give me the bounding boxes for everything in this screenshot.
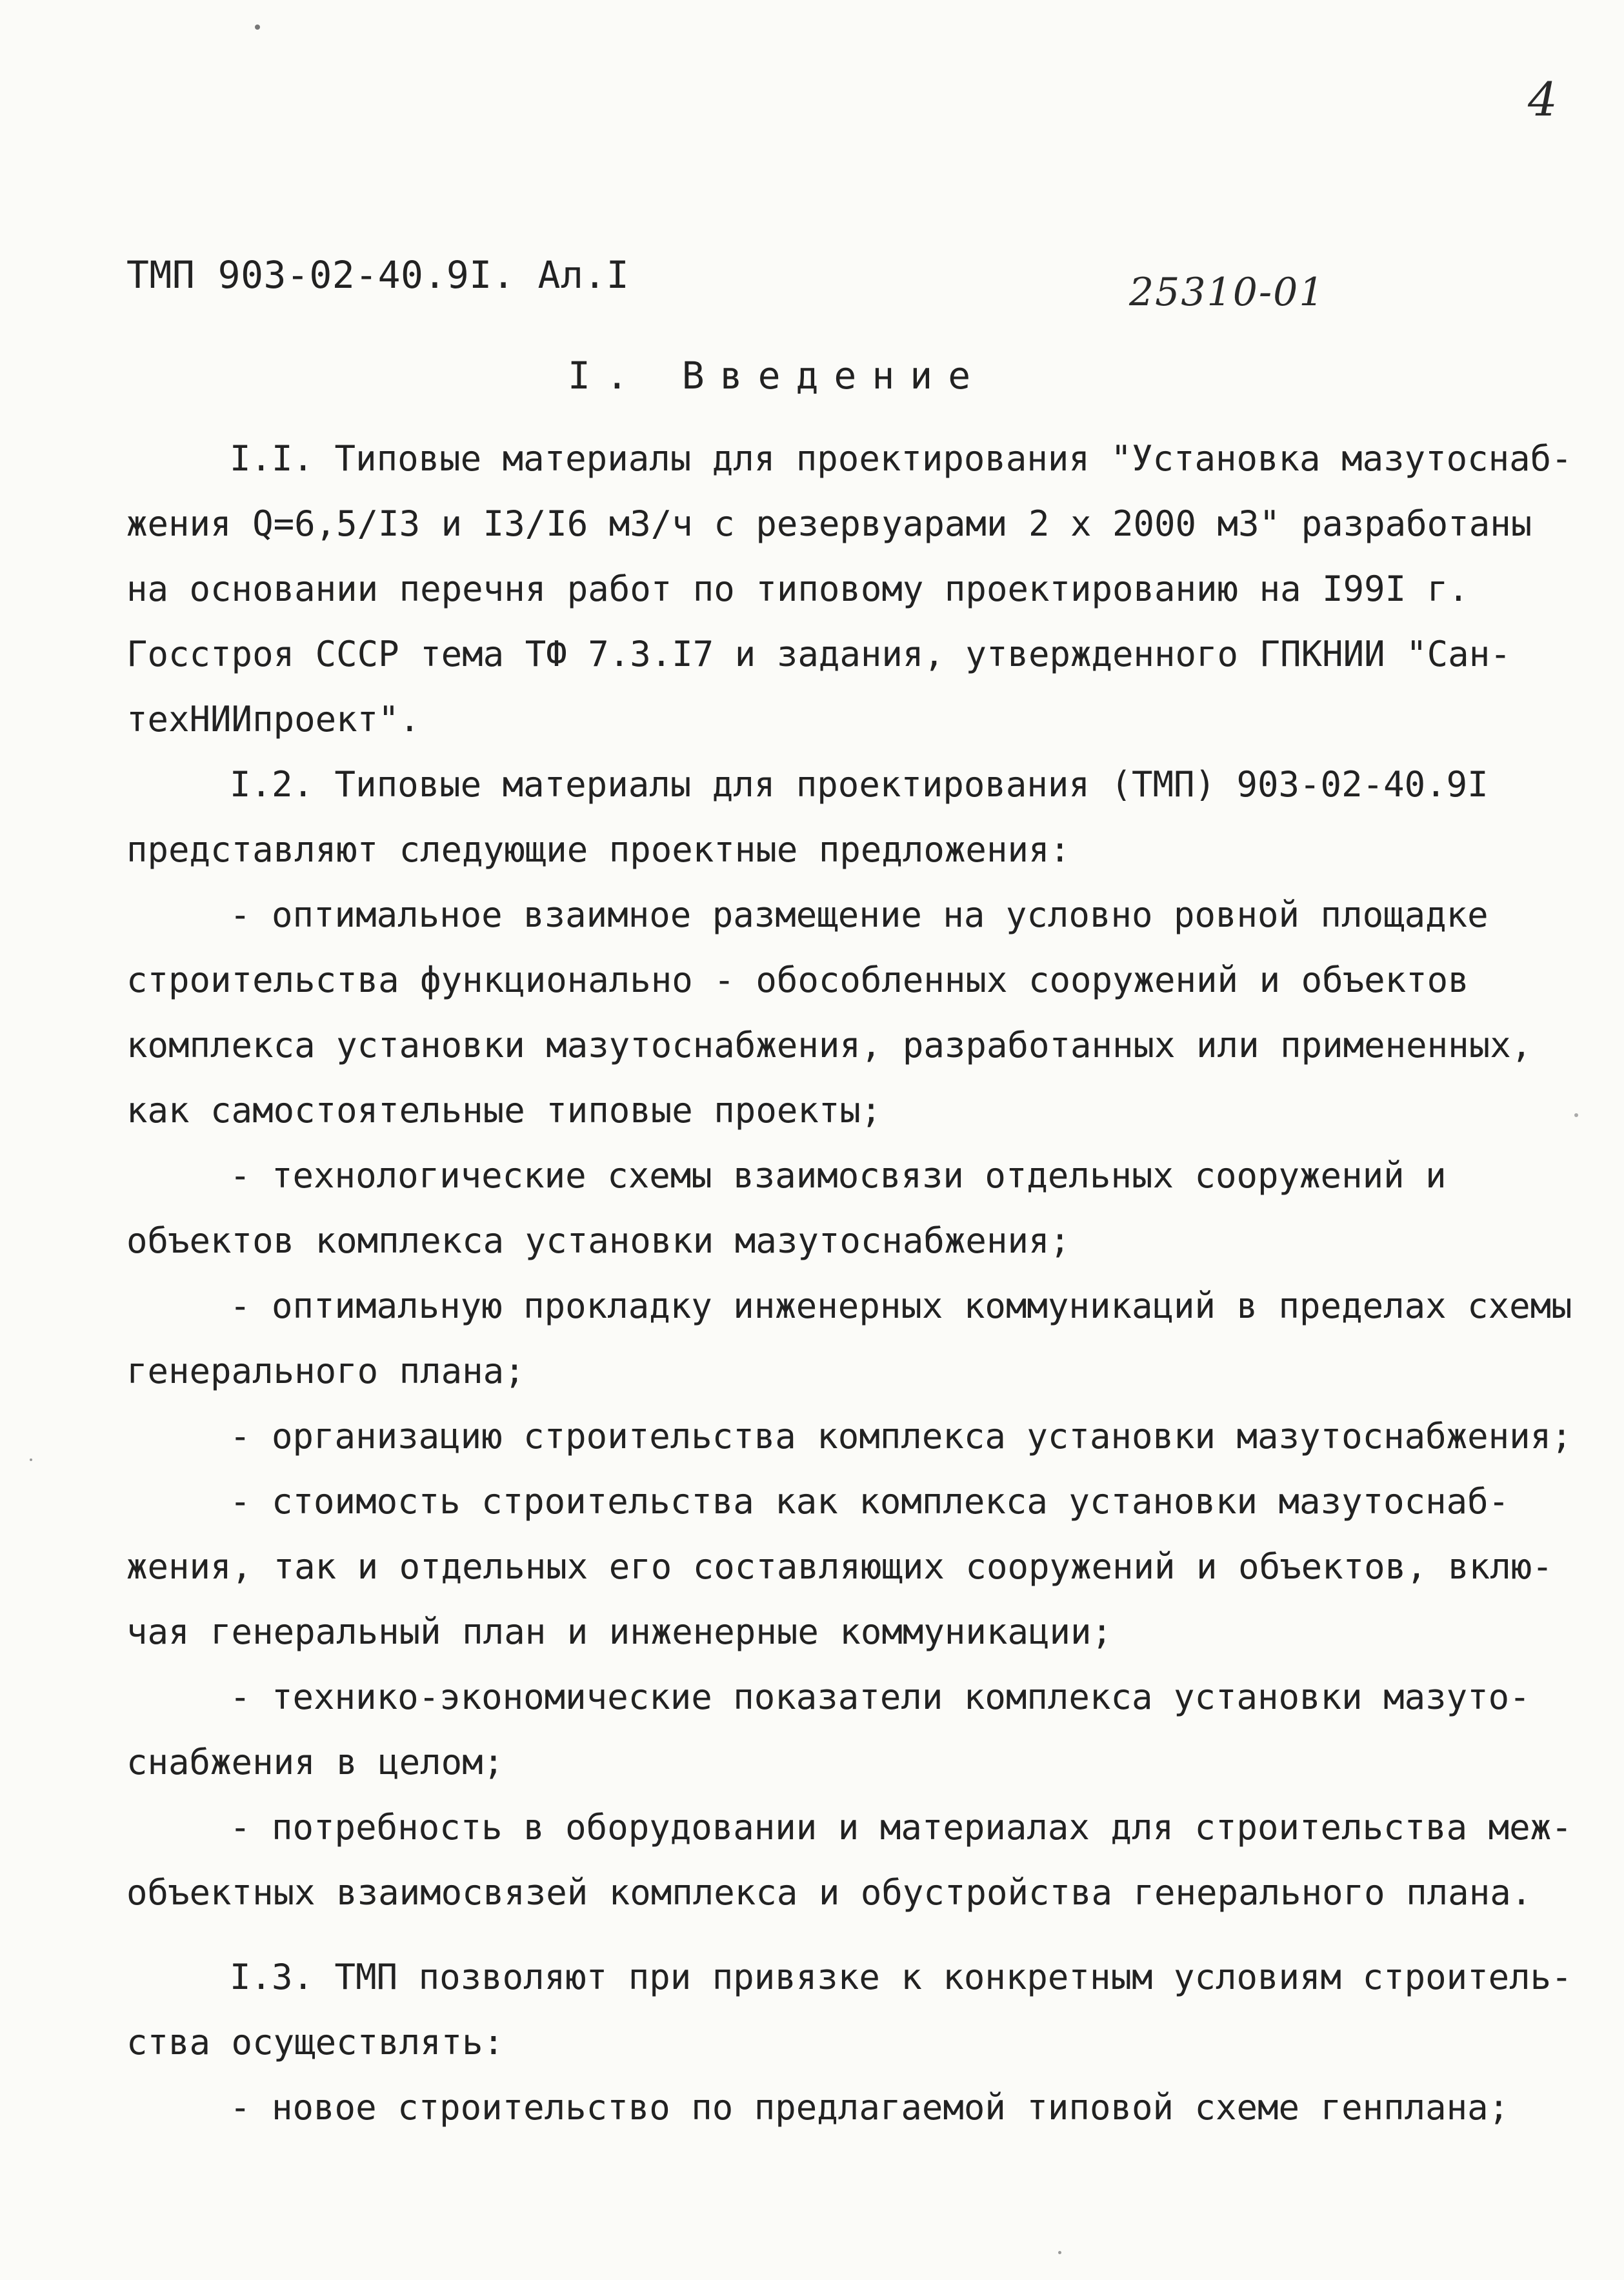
text-line: I.2. Типовые материалы для проектирования (ТМП) 903-02-40.9I [230,764,1489,805]
text-line: объектов комплекса установки мазутоснабжения; [126,1220,1070,1261]
section-title: I. Введение [568,354,987,398]
list-item: - оптимальное взаимное размещение на условно ровной площадке [230,894,1489,935]
list-item: - новое строительство по предлагаемой типовой схеме генплана; [230,2087,1510,2128]
list-item: - потребность в оборудовании и материалах для строительства меж- [230,1807,1572,1848]
text-line: техНИИпроект". [126,699,421,740]
scan-speck [30,1458,32,1461]
text-line: представляют следующие проектные предложения: [126,829,1070,870]
text-line: жения Q=6,5/I3 и I3/I6 м3/ч с резервуарами 2 х 2000 м3" разработаны [126,503,1532,544]
text-line: чая генеральный план и инженерные коммуникации; [126,1611,1113,1652]
text-line: строительства функционально - обособленных сооружений и объектов [126,960,1469,1000]
text-line: жения, так и отдельных его составляющих сооружений и объектов, вклю- [126,1546,1553,1587]
list-item: - оптимальную прокладку инженерных коммуникаций в пределах схемы [230,1286,1572,1326]
text-line: как самостоятельные типовые проекты; [126,1090,882,1131]
text-line: ства осуществлять: [126,2022,505,2063]
list-item: - организацию строительства комплекса установки мазутоснабжения; [230,1416,1572,1457]
registration-number: 25310-01 [1129,270,1325,315]
text-line: объектных взаимосвязей комплекса и обустройства генерального плана. [126,1872,1532,1913]
scan-speck [255,25,260,30]
text-line: снабжения в целом; [126,1742,505,1782]
text-line: I.I. Типовые материалы для проектирования "Установка мазутоснаб- [230,438,1572,479]
text-line: комплекса установки мазутоснабжения, разработанных или примененных, [126,1025,1532,1065]
scan-speck [1058,2251,1061,2254]
document-code: ТМП 903-02-40.9I. Ал.I [126,253,630,297]
list-item: - стоимость строительства как комплекса установки мазутоснаб- [230,1481,1510,1522]
body-text [126,426,1572,2140]
text-line: I.3. ТМП позволяют при привязке к конкретным условиям строитель- [230,1957,1572,1997]
text-line: на основании перечня работ по типовому проектированию на I99I г. [126,569,1469,609]
text-line: Госстроя СССР тема ТФ 7.3.I7 и задания, утвержденного ГПКНИИ "Сан- [126,634,1511,674]
text-line: генерального плана; [126,1351,525,1391]
page-number: 4 [1528,72,1558,126]
list-item: - технико-экономические показатели комплекса установки мазуто- [230,1677,1530,1717]
list-item: - технологические схемы взаимосвязи отдельных сооружений и [230,1155,1447,1196]
scan-speck [1574,1113,1578,1117]
